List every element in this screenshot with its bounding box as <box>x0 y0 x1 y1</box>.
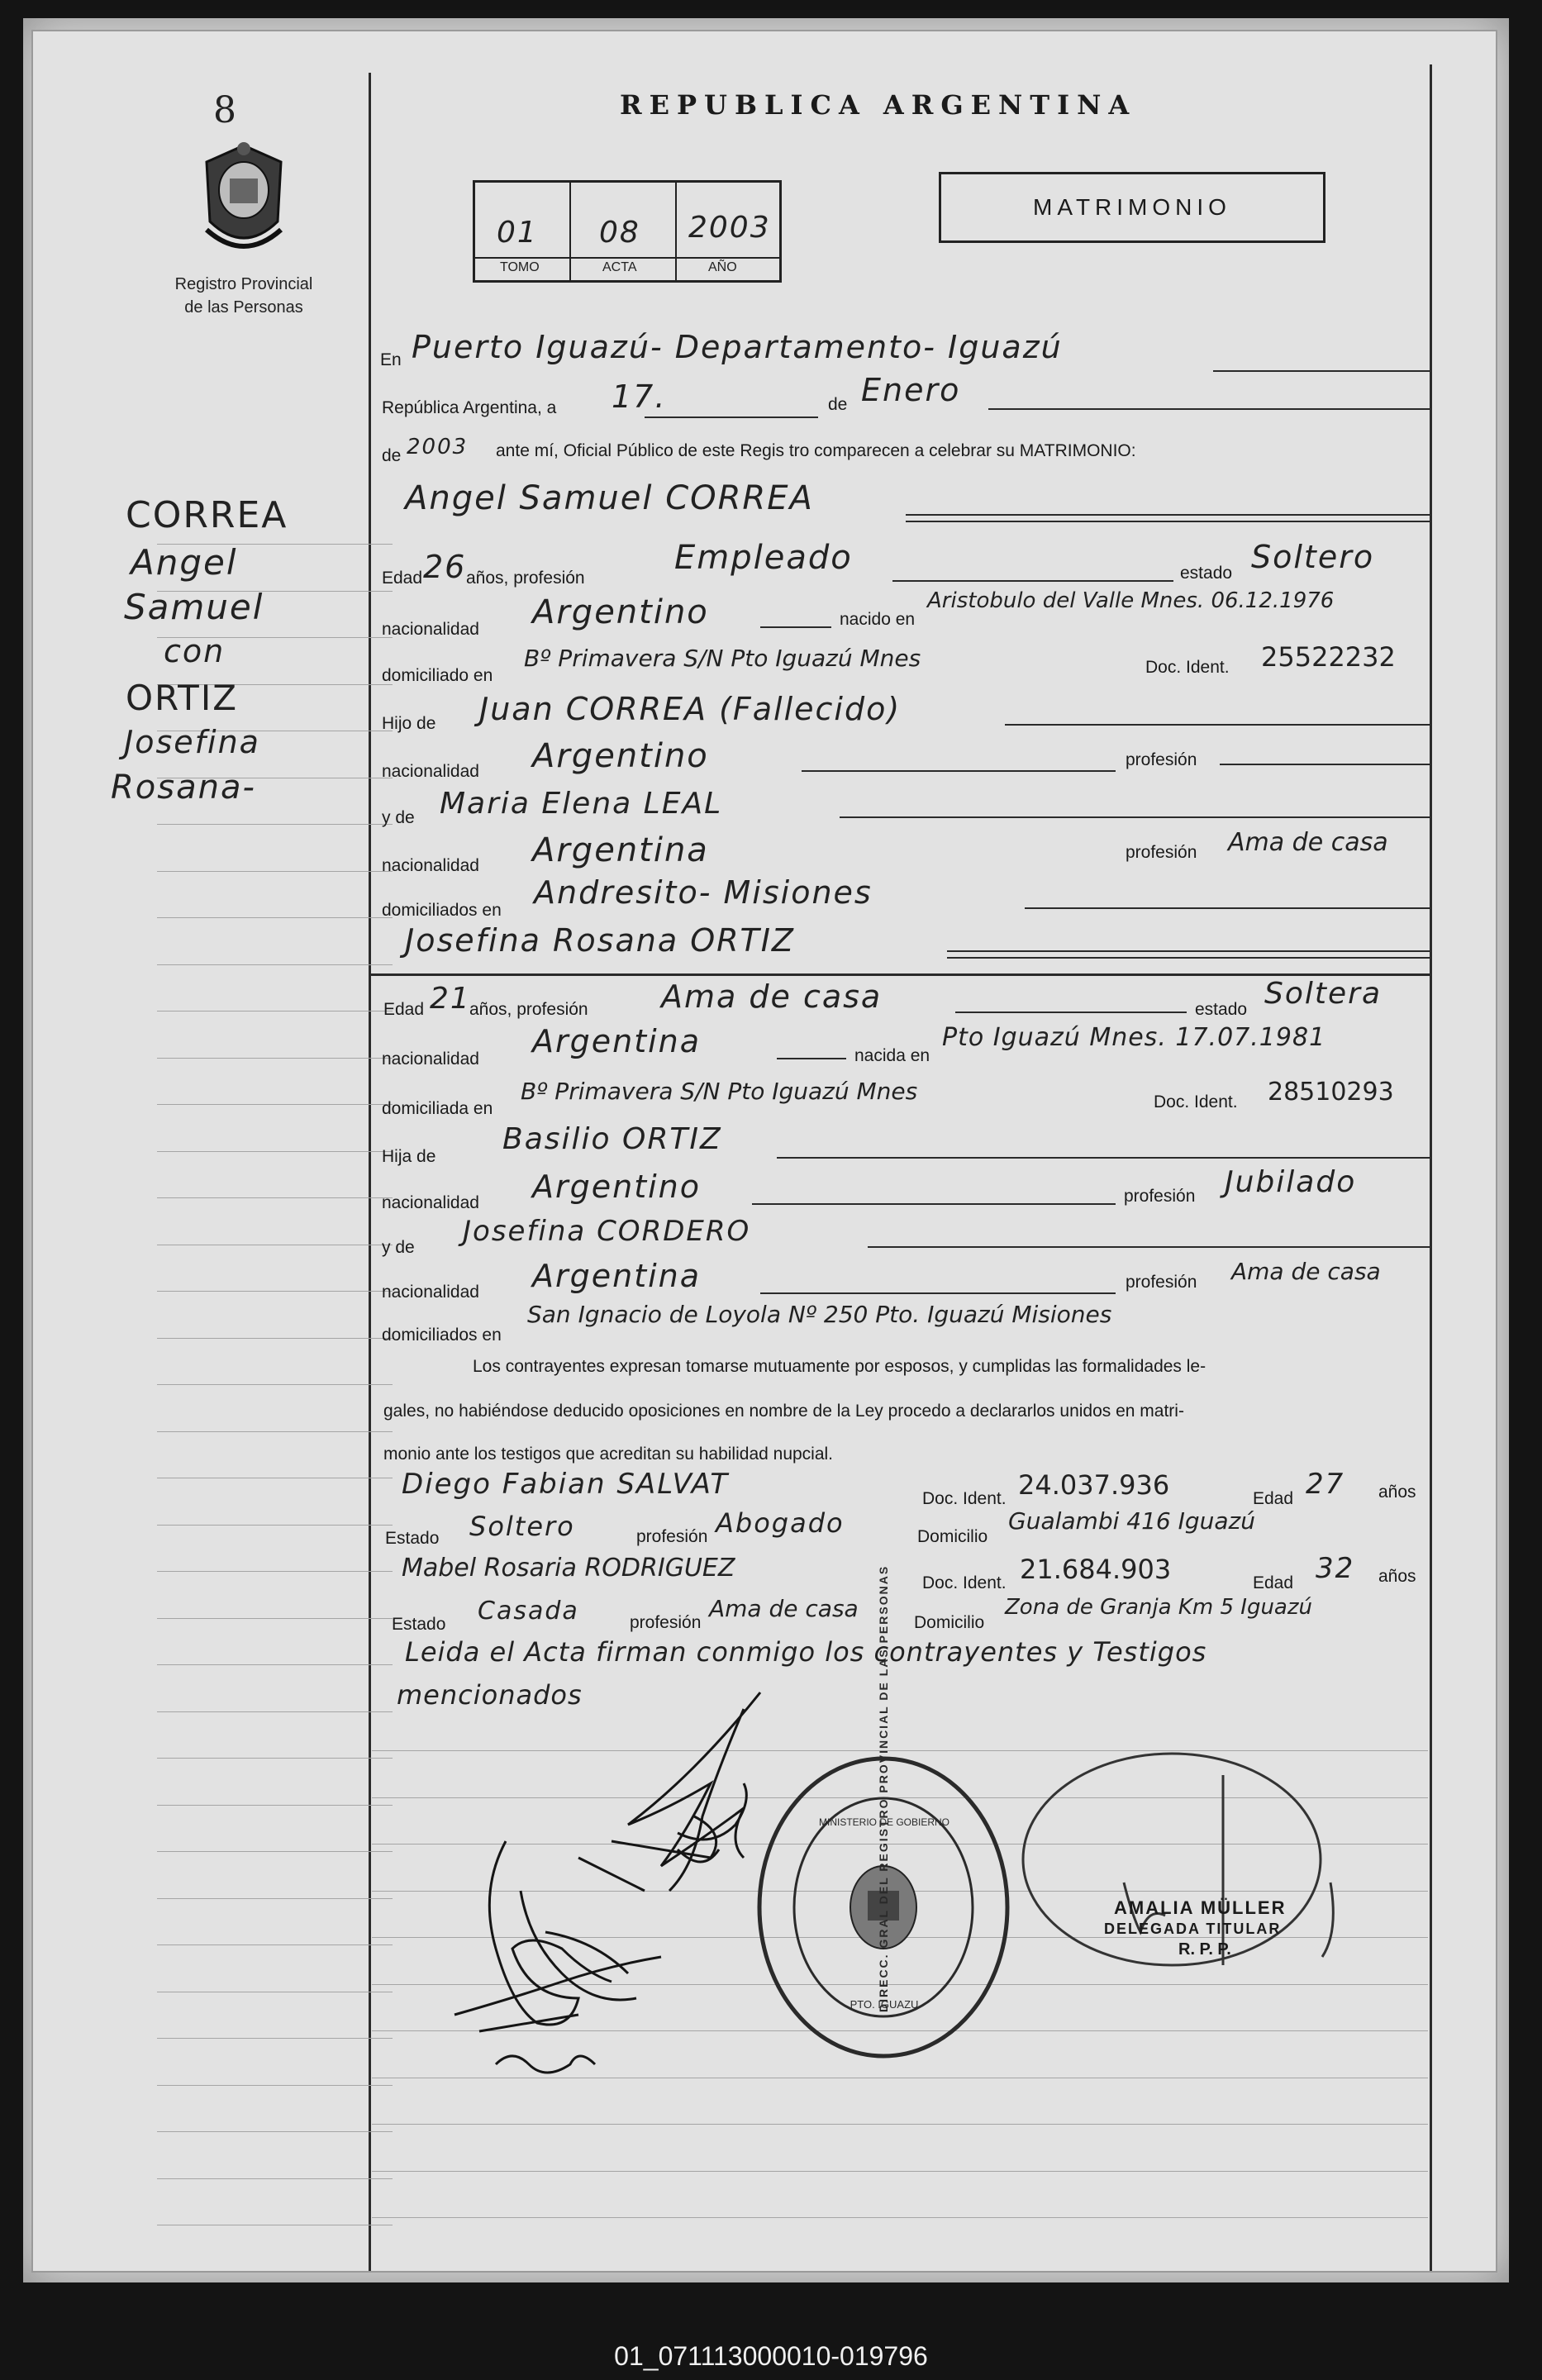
form-sheet <box>31 30 1497 2273</box>
margin-bride-name1: Josefina <box>124 724 260 760</box>
witness2-doc: 21.684.903 <box>1020 1554 1172 1585</box>
groom-nacido-label: nacido en <box>840 610 916 629</box>
groom-profesion: Empleado <box>674 539 853 577</box>
groom-mother-nac-label: nacionalidad <box>382 856 479 875</box>
groom-mother: Maria Elena LEAL <box>440 787 723 821</box>
witness2-edad: 32 <box>1316 1552 1355 1585</box>
country-title: REPUBLICA ARGENTINA <box>620 89 1137 121</box>
witness1-estado-label: Estado <box>385 1529 440 1548</box>
groom-domicilio: Bº Primavera S/N Pto Iguazú Mnes <box>524 645 921 672</box>
witness1-estado: Soltero <box>469 1511 575 1542</box>
month-value: Enero <box>861 372 961 408</box>
bride-domicilio: Bº Primavera S/N Pto Iguazú Mnes <box>521 1078 918 1105</box>
official-name: AMALIA MÜLLER <box>1114 1897 1287 1918</box>
declaration-line-1: Los contrayentes expresan tomarse mutuamente por esposos, y cumplidas las formalidades le- <box>473 1357 1206 1376</box>
year-prefix-label: de <box>382 446 402 465</box>
witness1-name: Diego Fabian SALVAT <box>402 1468 730 1501</box>
registry-line-1: Registro Provincial <box>174 275 313 293</box>
de-label: de <box>828 395 848 414</box>
groom-dom-label: domiciliado en <box>382 666 493 685</box>
tomo-value: 01 <box>497 216 538 250</box>
groom-nacido: Aristobulo del Valle Mnes. 06.12.1976 <box>927 588 1335 613</box>
appear-text: ante mí, Oficial Público de este Regis tro comparecen a celebrar su MATRIMONIO: <box>496 441 1136 460</box>
groom-nacionalidad: Argentino <box>532 593 709 631</box>
bride-parents-dom: San Ignacio de Loyola Nº 250 Pto. Iguazú Misiones <box>527 1301 1112 1328</box>
bride-yde-label: y de <box>382 1238 415 1257</box>
registry-line-2: de las Personas <box>184 298 303 317</box>
document-page <box>23 18 1509 2282</box>
witness1-edad-label: Edad <box>1253 1489 1294 1508</box>
witness1-domicilio: Gualambi 416 Iguazú <box>1008 1507 1255 1535</box>
witness2-doc-label: Doc. Ident. <box>922 1573 1007 1592</box>
anio-value: 2003 <box>688 211 771 245</box>
republica-label: República Argentina, a <box>382 398 557 417</box>
bride-estado: Soltera <box>1264 977 1383 1011</box>
witness1-anos-label: años <box>1378 1483 1416 1502</box>
groom-father-nac-label: nacionalidad <box>382 762 479 781</box>
bride-mother: Josefina CORDERO <box>463 1215 751 1248</box>
act-type: MATRIMONIO <box>1033 194 1231 220</box>
witness2-estado-label: Estado <box>392 1615 446 1634</box>
bride-father-prof: Jubilado <box>1225 1165 1357 1199</box>
bride-doc: 28510293 <box>1268 1078 1394 1107</box>
closing-line-2: mencionados <box>397 1679 583 1711</box>
bride-mother-prof-label: profesión <box>1126 1273 1197 1292</box>
acta-value: 08 <box>599 216 640 250</box>
page-number: 8 <box>213 89 236 131</box>
margin-groom-name1: Angel <box>131 542 238 583</box>
bride-edad: 21 <box>430 982 471 1016</box>
groom-doc-label: Doc. Ident. <box>1145 658 1230 677</box>
groom-edad: 26 <box>423 549 467 585</box>
witness2-anos-label: años <box>1378 1567 1416 1586</box>
seal-bottom-text: PTO. IGUAZU <box>850 1998 919 2011</box>
witness2-prof-label: profesión <box>630 1613 702 1632</box>
witness1-doc-label: Doc. Ident. <box>922 1489 1007 1508</box>
bride-nacida: Pto Iguazú Mnes. 17.07.1981 <box>942 1023 1326 1052</box>
margin-bride-surname: ORTIZ <box>126 678 238 718</box>
bride-mother-nac-label: nacionalidad <box>382 1283 479 1302</box>
groom-nac-label: nacionalidad <box>382 620 479 639</box>
official-org: R. P. P. <box>1178 1940 1231 1959</box>
groom-yde-label: y de <box>382 808 415 827</box>
groom-father-prof-label: profesión <box>1126 750 1197 769</box>
groom-parents-dom-label: domiciliados en <box>382 901 502 920</box>
bride-nacida-label: nacida en <box>854 1046 930 1065</box>
bride-father-prof-label: profesión <box>1124 1187 1196 1206</box>
seal-inner-text: MINISTERIO DE GOBIERNO <box>818 1816 949 1828</box>
bride-mother-prof: Ama de casa <box>1231 1258 1381 1285</box>
place-value: Puerto Iguazú- Departamento- Iguazú <box>412 329 1063 365</box>
acta-label: ACTA <box>602 260 637 274</box>
seal-ring-text: DIRECC. GRAL DEL REGISTRO PROVINCIAL DE LAS PERSONAS <box>877 1564 890 2012</box>
groom-doc: 25522232 <box>1261 641 1396 673</box>
groom-father-nac: Argentino <box>532 737 709 775</box>
en-label: En <box>380 350 402 369</box>
witness1-profesion: Abogado <box>716 1507 845 1539</box>
bride-doc-label: Doc. Ident. <box>1154 1092 1238 1111</box>
witness2-name: Mabel Rosaria RODRIGUEZ <box>402 1554 735 1583</box>
bride-name: Josefina Rosana ORTIZ <box>405 922 795 959</box>
groom-edad-label: Edad <box>382 569 423 588</box>
witness1-prof-label: profesión <box>636 1527 708 1546</box>
margin-bride-name2: Rosana- <box>111 769 256 807</box>
tomo-label: TOMO <box>500 260 540 274</box>
groom-parents-dom: Andresito- Misiones <box>534 874 873 911</box>
bride-father: Basilio ORTIZ <box>502 1122 722 1156</box>
margin-con: con <box>164 633 226 669</box>
margin-groom-surname: CORREA <box>126 494 288 536</box>
bride-mother-nac: Argentina <box>532 1258 702 1294</box>
bride-estado-label: estado <box>1195 1000 1248 1019</box>
day-value: 17. <box>612 378 667 415</box>
bride-nacionalidad: Argentina <box>532 1023 702 1059</box>
groom-anos-label: años, profesión <box>466 569 585 588</box>
declaration-line-3: monio ante los testigos que acreditan su habilidad nupcial. <box>383 1445 834 1464</box>
bride-anos-label: años, profesión <box>469 1000 588 1019</box>
witness2-edad-label: Edad <box>1253 1573 1294 1592</box>
year-value: 2003 <box>407 435 469 459</box>
witness2-profesion: Ama de casa <box>709 1595 859 1622</box>
groom-mother-prof-label: profesión <box>1126 843 1197 862</box>
anio-label: AÑO <box>708 260 737 274</box>
groom-mother-prof: Ama de casa <box>1228 828 1388 857</box>
groom-mother-nac: Argentina <box>532 831 709 869</box>
bride-parents-dom-label: domiciliados en <box>382 1326 502 1345</box>
groom-name: Angel Samuel CORREA <box>405 479 814 517</box>
bride-dom-label: domiciliada en <box>382 1099 493 1118</box>
witness1-dom-label: Domicilio <box>917 1527 988 1546</box>
bride-edad-label: Edad <box>383 1000 425 1019</box>
bride-father-nac: Argentino <box>532 1169 701 1205</box>
groom-estado: Soltero <box>1251 539 1375 575</box>
margin-groom-name2: Samuel <box>124 587 264 627</box>
groom-estado-label: estado <box>1180 564 1233 583</box>
witness2-dom-label: Domicilio <box>914 1613 985 1632</box>
bride-hija-label: Hija de <box>382 1147 436 1166</box>
closing-line-1: Leida el Acta firman conmigo los contrayentes y Testigos <box>405 1636 1207 1668</box>
official-title: DELEGADA TITULAR <box>1104 1921 1282 1937</box>
witness2-domicilio: Zona de Granja Km 5 Iguazú <box>1005 1595 1312 1620</box>
witness2-estado: Casada <box>478 1597 579 1626</box>
witness1-edad: 27 <box>1306 1468 1345 1501</box>
groom-hijo-label: Hijo de <box>382 714 436 733</box>
bride-profesion: Ama de casa <box>661 978 883 1015</box>
witness1-doc: 24.037.936 <box>1018 1469 1170 1501</box>
bride-father-nac-label: nacionalidad <box>382 1193 479 1212</box>
declaration-line-2: gales, no habiéndose deducido oposiciones en nombre de la Ley procedo a declararlos unidos en matri- <box>383 1402 1184 1421</box>
groom-father: Juan CORREA (Fallecido) <box>479 691 902 727</box>
bride-nac-label: nacionalidad <box>382 1050 479 1069</box>
image-id-footer: 01_071113000010-019796 <box>614 2341 928 2371</box>
